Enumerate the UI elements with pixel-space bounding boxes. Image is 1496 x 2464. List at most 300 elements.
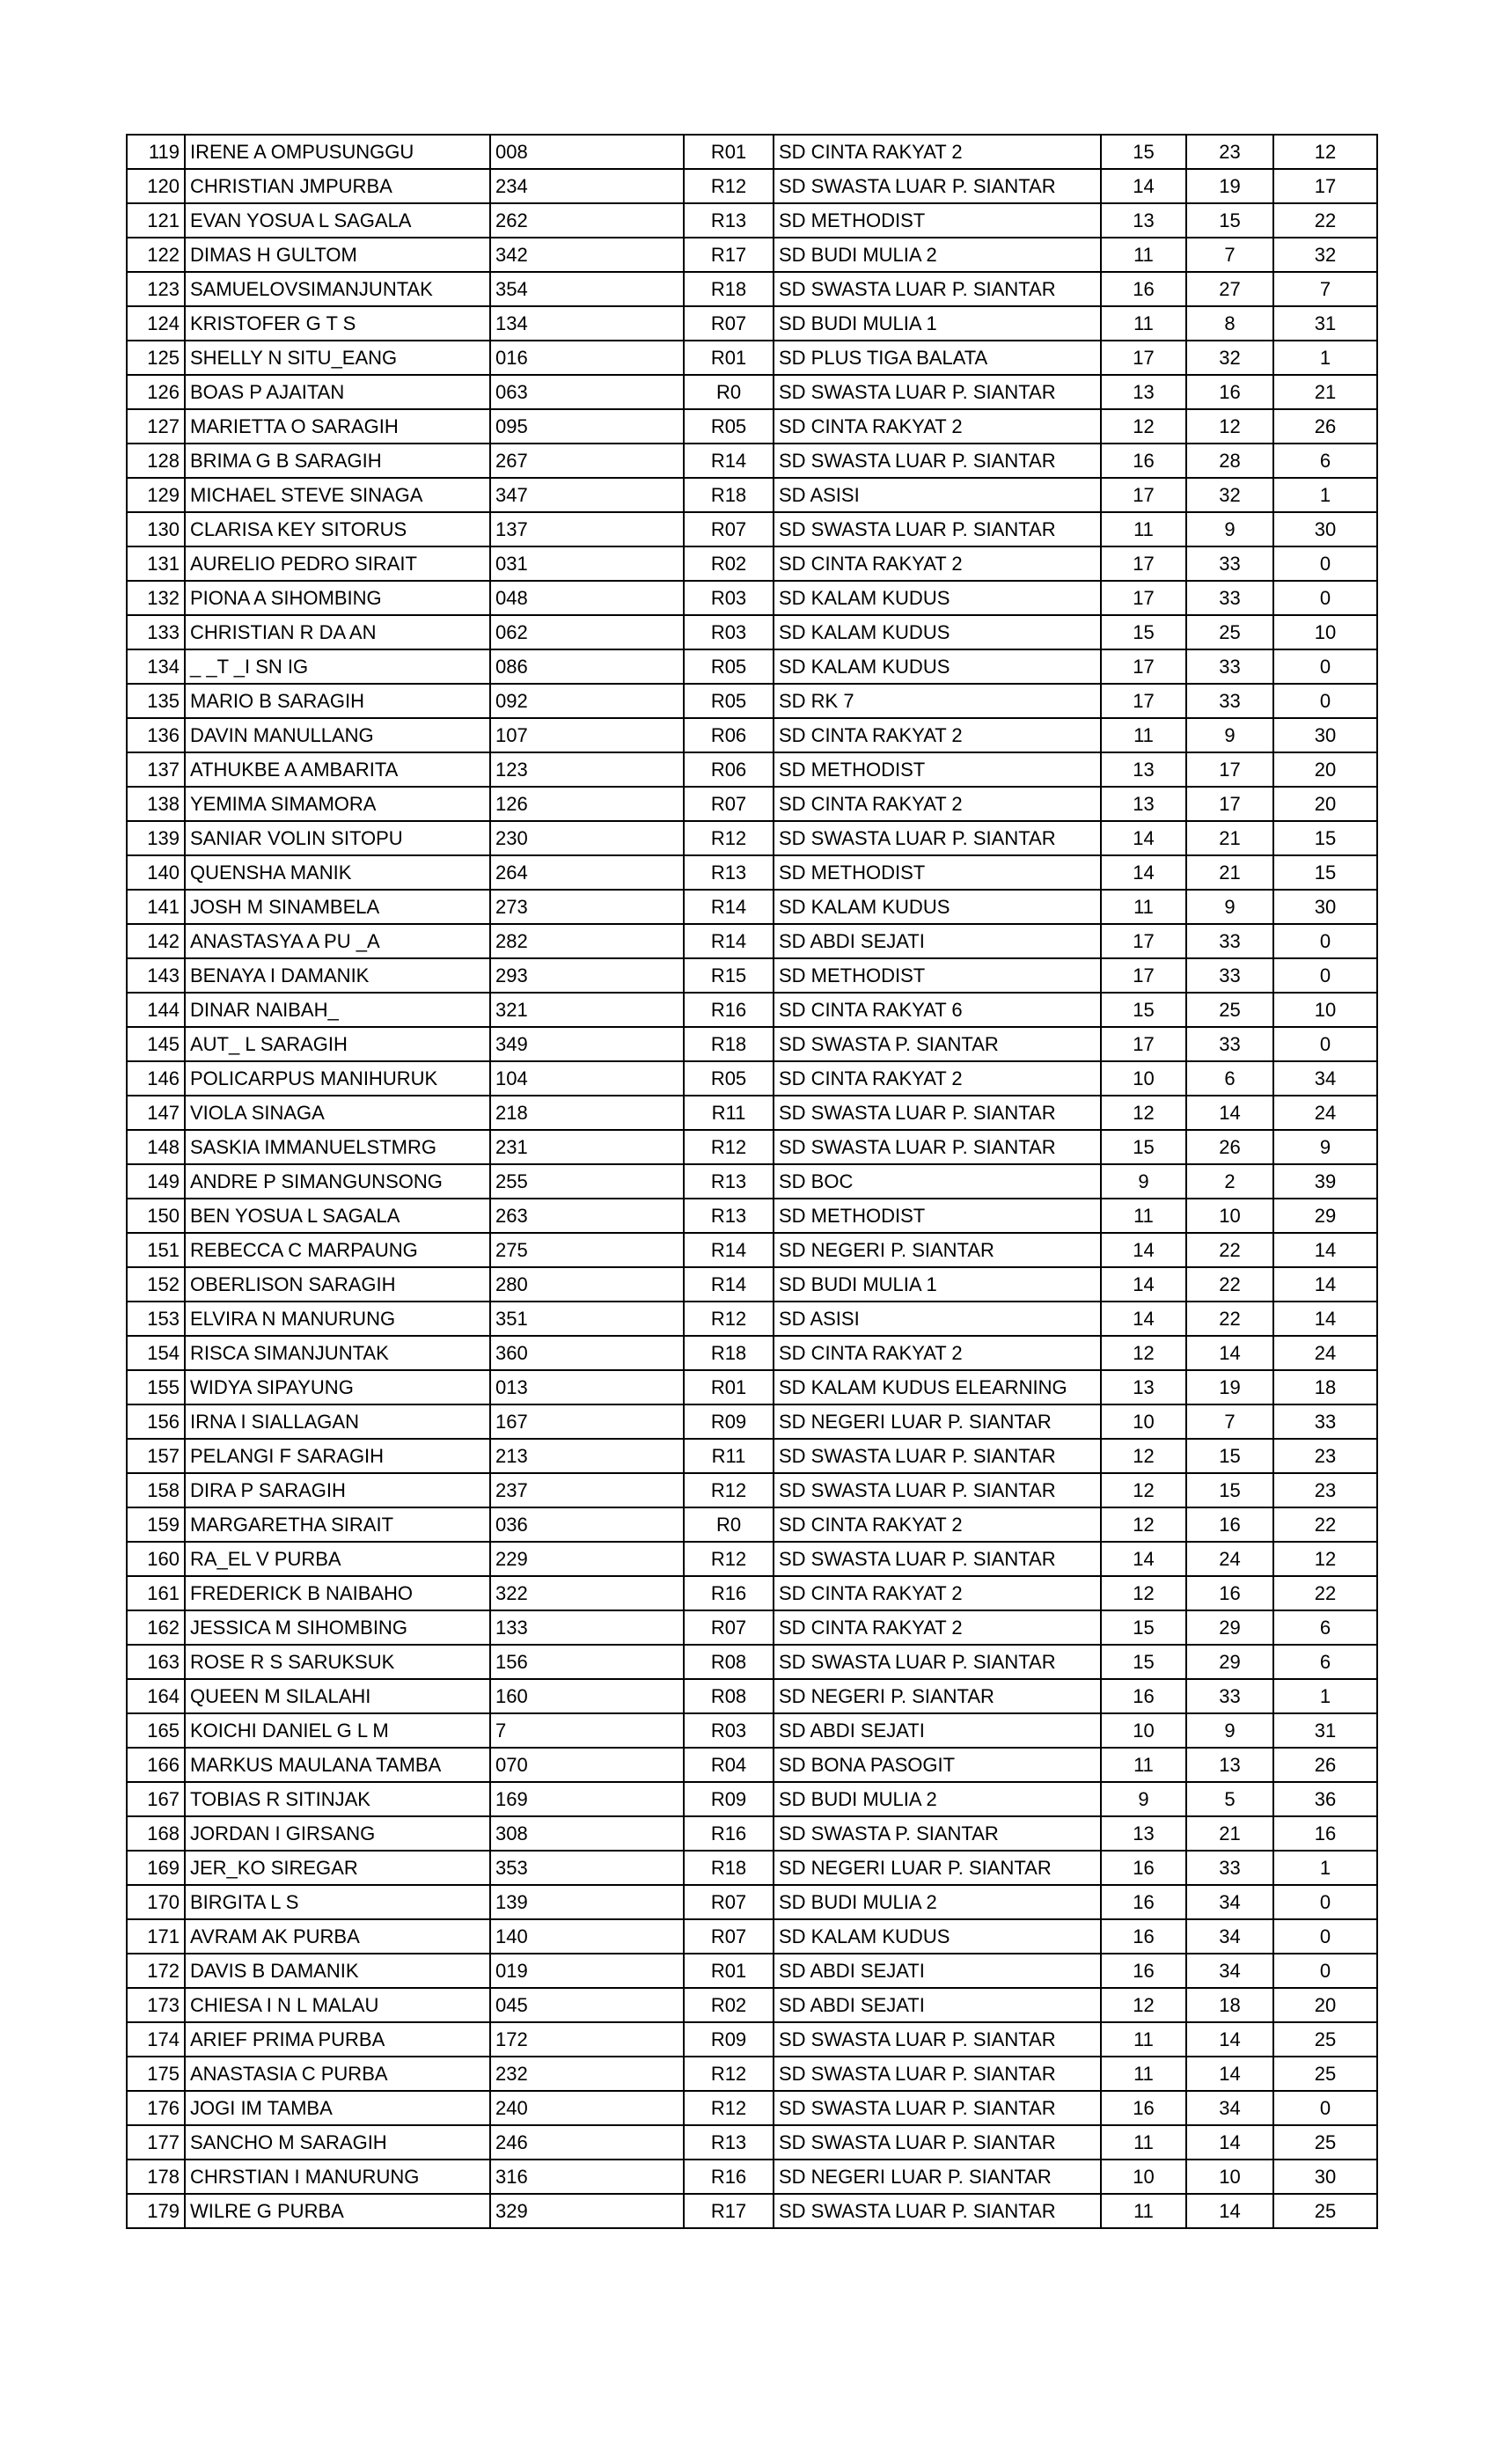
row-number-cell: 170 (127, 1885, 185, 1919)
score-3-cell: 0 (1273, 1954, 1377, 1988)
student-name-cell: MICHAEL STEVE SINAGA (185, 478, 490, 512)
score-3-cell: 14 (1273, 1302, 1377, 1336)
score-2-cell: 22 (1186, 1233, 1273, 1267)
row-number-cell: 119 (127, 135, 185, 169)
score-1-cell: 12 (1101, 1988, 1186, 2022)
student-name-cell: REBECCA C MARPAUNG (185, 1233, 490, 1267)
row-number-cell: 120 (127, 169, 185, 203)
score-1-cell: 15 (1101, 135, 1186, 169)
student-name-cell: SHELLY N SITU_EANG (185, 341, 490, 375)
score-1-cell: 14 (1101, 169, 1186, 203)
row-number-cell: 132 (127, 581, 185, 615)
school-cell: SD SWASTA LUAR P. SIANTAR (774, 1130, 1101, 1164)
score-1-cell: 13 (1101, 787, 1186, 821)
score-2-cell: 26 (1186, 1130, 1273, 1164)
table-row (127, 1199, 1377, 1233)
student-name-cell: POLICARPUS MANIHURUK (185, 1061, 490, 1096)
room-cell: R13 (684, 1199, 774, 1233)
school-cell: SD SWASTA LUAR P. SIANTAR (774, 2022, 1101, 2057)
score-3-cell: 25 (1273, 2194, 1377, 2228)
score-1-cell: 13 (1101, 203, 1186, 238)
school-cell: SD METHODIST (774, 203, 1101, 238)
score-1-cell: 17 (1101, 341, 1186, 375)
school-cell: SD RK 7 (774, 684, 1101, 718)
score-3-cell: 0 (1273, 546, 1377, 581)
score-2-cell: 22 (1186, 1267, 1273, 1302)
school-cell: SD NEGERI LUAR P. SIANTAR (774, 2160, 1101, 2194)
score-1-cell: 17 (1101, 1027, 1186, 1061)
room-cell: R18 (684, 1851, 774, 1885)
school-cell: SD KALAM KUDUS (774, 615, 1101, 649)
student-name-cell: ARIEF PRIMA PURBA (185, 2022, 490, 2057)
room-cell: R12 (684, 1302, 774, 1336)
row-number-cell: 138 (127, 787, 185, 821)
row-number-cell: 143 (127, 958, 185, 993)
code-cell: 218 (490, 1096, 684, 1130)
school-cell: SD CINTA RAKYAT 6 (774, 993, 1101, 1027)
score-1-cell: 16 (1101, 1885, 1186, 1919)
code-cell: 013 (490, 1370, 684, 1404)
score-1-cell: 17 (1101, 958, 1186, 993)
school-cell: SD SWASTA LUAR P. SIANTAR (774, 1096, 1101, 1130)
score-2-cell: 21 (1186, 821, 1273, 855)
school-cell: SD KALAM KUDUS (774, 1919, 1101, 1954)
table-row (127, 684, 1377, 718)
code-cell: 232 (490, 2057, 684, 2091)
table-row (127, 1233, 1377, 1267)
school-cell: SD SWASTA LUAR P. SIANTAR (774, 169, 1101, 203)
table-row (127, 1267, 1377, 1302)
score-2-cell: 33 (1186, 1679, 1273, 1713)
score-2-cell: 17 (1186, 752, 1273, 787)
score-3-cell: 6 (1273, 1610, 1377, 1645)
score-3-cell: 39 (1273, 1164, 1377, 1199)
score-2-cell: 17 (1186, 787, 1273, 821)
school-cell: SD CINTA RAKYAT 2 (774, 1610, 1101, 1645)
row-number-cell: 141 (127, 890, 185, 924)
school-cell: SD SWASTA LUAR P. SIANTAR (774, 1542, 1101, 1576)
student-name-cell: ANASTASIA C PURBA (185, 2057, 490, 2091)
row-number-cell: 134 (127, 649, 185, 684)
school-cell: SD SWASTA LUAR P. SIANTAR (774, 2091, 1101, 2125)
score-2-cell: 33 (1186, 924, 1273, 958)
score-2-cell: 14 (1186, 1096, 1273, 1130)
score-3-cell: 1 (1273, 1679, 1377, 1713)
score-2-cell: 12 (1186, 409, 1273, 444)
table-row (127, 2057, 1377, 2091)
row-number-cell: 164 (127, 1679, 185, 1713)
score-1-cell: 11 (1101, 718, 1186, 752)
score-2-cell: 15 (1186, 1473, 1273, 1507)
code-cell: 255 (490, 1164, 684, 1199)
school-cell: SD KALAM KUDUS (774, 581, 1101, 615)
score-2-cell: 15 (1186, 203, 1273, 238)
score-2-cell: 2 (1186, 1164, 1273, 1199)
row-number-cell: 171 (127, 1919, 185, 1954)
school-cell: SD NEGERI P. SIANTAR (774, 1679, 1101, 1713)
code-cell: 229 (490, 1542, 684, 1576)
room-cell: R12 (684, 1130, 774, 1164)
row-number-cell: 125 (127, 341, 185, 375)
table-row (127, 718, 1377, 752)
code-cell: 134 (490, 306, 684, 341)
row-number-cell: 162 (127, 1610, 185, 1645)
room-cell: R05 (684, 649, 774, 684)
score-3-cell: 0 (1273, 581, 1377, 615)
score-1-cell: 14 (1101, 855, 1186, 890)
table-row (127, 1713, 1377, 1748)
score-3-cell: 30 (1273, 718, 1377, 752)
score-1-cell: 11 (1101, 890, 1186, 924)
score-3-cell: 14 (1273, 1233, 1377, 1267)
student-name-cell: JORDAN I GIRSANG (185, 1816, 490, 1851)
score-3-cell: 34 (1273, 1061, 1377, 1096)
row-number-cell: 139 (127, 821, 185, 855)
score-3-cell: 10 (1273, 993, 1377, 1027)
room-cell: R11 (684, 1096, 774, 1130)
student-name-cell: WIDYA SIPAYUNG (185, 1370, 490, 1404)
school-cell: SD KALAM KUDUS (774, 890, 1101, 924)
table-row (127, 1885, 1377, 1919)
score-1-cell: 15 (1101, 1130, 1186, 1164)
code-cell: 349 (490, 1027, 684, 1061)
score-2-cell: 25 (1186, 615, 1273, 649)
code-cell: 086 (490, 649, 684, 684)
table-row (127, 1576, 1377, 1610)
score-3-cell: 16 (1273, 1816, 1377, 1851)
school-cell: SD ABDI SEJATI (774, 1954, 1101, 1988)
row-number-cell: 133 (127, 615, 185, 649)
row-number-cell: 165 (127, 1713, 185, 1748)
row-number-cell: 137 (127, 752, 185, 787)
score-1-cell: 12 (1101, 1439, 1186, 1473)
student-name-cell: BEN YOSUA L SAGALA (185, 1199, 490, 1233)
student-name-cell: JER_KO SIREGAR (185, 1851, 490, 1885)
table-row (127, 478, 1377, 512)
room-cell: R07 (684, 1610, 774, 1645)
table-row (127, 1130, 1377, 1164)
table-row (127, 2125, 1377, 2160)
table-row (127, 649, 1377, 684)
table-row (127, 306, 1377, 341)
student-name-cell: CLARISA KEY SITORUS (185, 512, 490, 546)
score-1-cell: 12 (1101, 409, 1186, 444)
school-cell: SD CINTA RAKYAT 2 (774, 1576, 1101, 1610)
score-3-cell: 0 (1273, 1027, 1377, 1061)
student-name-cell: CHIESA I N L MALAU (185, 1988, 490, 2022)
score-2-cell: 32 (1186, 341, 1273, 375)
score-3-cell: 30 (1273, 512, 1377, 546)
code-cell: 140 (490, 1919, 684, 1954)
room-cell: R03 (684, 581, 774, 615)
table-row (127, 1061, 1377, 1096)
score-3-cell: 31 (1273, 1713, 1377, 1748)
student-name-cell: ANASTASYA A PU _A (185, 924, 490, 958)
student-name-cell: KOICHI DANIEL G L M (185, 1713, 490, 1748)
student-name-cell: JESSICA M SIHOMBING (185, 1610, 490, 1645)
table-row (127, 1507, 1377, 1542)
student-name-cell: JOGI IM TAMBA (185, 2091, 490, 2125)
score-2-cell: 33 (1186, 958, 1273, 993)
code-cell: 342 (490, 238, 684, 272)
row-number-cell: 175 (127, 2057, 185, 2091)
score-3-cell: 6 (1273, 444, 1377, 478)
school-cell: SD CINTA RAKYAT 2 (774, 718, 1101, 752)
code-cell: 160 (490, 1679, 684, 1713)
room-cell: R13 (684, 1164, 774, 1199)
table-row (127, 238, 1377, 272)
room-cell: R06 (684, 752, 774, 787)
score-1-cell: 16 (1101, 1919, 1186, 1954)
score-2-cell: 23 (1186, 135, 1273, 169)
room-cell: R0 (684, 1507, 774, 1542)
student-name-cell: AUT_ L SARAGIH (185, 1027, 490, 1061)
row-number-cell: 163 (127, 1645, 185, 1679)
row-number-cell: 144 (127, 993, 185, 1027)
row-number-cell: 135 (127, 684, 185, 718)
score-1-cell: 13 (1101, 752, 1186, 787)
code-cell: 322 (490, 1576, 684, 1610)
table-row (127, 2022, 1377, 2057)
code-cell: 280 (490, 1267, 684, 1302)
table-row (127, 2160, 1377, 2194)
code-cell: 321 (490, 993, 684, 1027)
room-cell: R13 (684, 2125, 774, 2160)
row-number-cell: 158 (127, 1473, 185, 1507)
room-cell: R16 (684, 2160, 774, 2194)
table-row (127, 1851, 1377, 1885)
table-row (127, 1404, 1377, 1439)
room-cell: R13 (684, 203, 774, 238)
score-2-cell: 6 (1186, 1061, 1273, 1096)
score-3-cell: 33 (1273, 1404, 1377, 1439)
code-cell: 282 (490, 924, 684, 958)
code-cell: 246 (490, 2125, 684, 2160)
score-1-cell: 11 (1101, 512, 1186, 546)
code-cell: 263 (490, 1199, 684, 1233)
school-cell: SD NEGERI LUAR P. SIANTAR (774, 1404, 1101, 1439)
row-number-cell: 156 (127, 1404, 185, 1439)
score-3-cell: 30 (1273, 2160, 1377, 2194)
code-cell: 063 (490, 375, 684, 409)
code-cell: 267 (490, 444, 684, 478)
school-cell: SD SWASTA LUAR P. SIANTAR (774, 272, 1101, 306)
code-cell: 019 (490, 1954, 684, 1988)
room-cell: R01 (684, 1954, 774, 1988)
row-number-cell: 177 (127, 2125, 185, 2160)
score-3-cell: 23 (1273, 1473, 1377, 1507)
row-number-cell: 152 (127, 1267, 185, 1302)
score-3-cell: 32 (1273, 238, 1377, 272)
school-cell: SD SWASTA LUAR P. SIANTAR (774, 1645, 1101, 1679)
student-name-cell: SAMUELOVSIMANJUNTAK (185, 272, 490, 306)
row-number-cell: 154 (127, 1336, 185, 1370)
score-3-cell: 30 (1273, 890, 1377, 924)
table-row (127, 512, 1377, 546)
score-3-cell: 20 (1273, 752, 1377, 787)
room-cell: R08 (684, 1679, 774, 1713)
room-cell: R14 (684, 1233, 774, 1267)
room-cell: R12 (684, 1473, 774, 1507)
score-2-cell: 21 (1186, 855, 1273, 890)
row-number-cell: 123 (127, 272, 185, 306)
row-number-cell: 172 (127, 1954, 185, 1988)
table-row (127, 169, 1377, 203)
row-number-cell: 173 (127, 1988, 185, 2022)
code-cell: 092 (490, 684, 684, 718)
school-cell: SD PLUS TIGA BALATA (774, 341, 1101, 375)
score-2-cell: 14 (1186, 2057, 1273, 2091)
row-number-cell: 121 (127, 203, 185, 238)
row-number-cell: 176 (127, 2091, 185, 2125)
code-cell: 062 (490, 615, 684, 649)
table-row (127, 615, 1377, 649)
student-name-cell: FREDERICK B NAIBAHO (185, 1576, 490, 1610)
code-cell: 293 (490, 958, 684, 993)
room-cell: R06 (684, 718, 774, 752)
score-2-cell: 10 (1186, 1199, 1273, 1233)
school-cell: SD METHODIST (774, 752, 1101, 787)
code-cell: 360 (490, 1336, 684, 1370)
school-cell: SD ABDI SEJATI (774, 1713, 1101, 1748)
score-1-cell: 16 (1101, 272, 1186, 306)
score-3-cell: 12 (1273, 135, 1377, 169)
score-2-cell: 34 (1186, 2091, 1273, 2125)
room-cell: R18 (684, 272, 774, 306)
room-cell: R16 (684, 1576, 774, 1610)
school-cell: SD ASISI (774, 478, 1101, 512)
score-3-cell: 20 (1273, 1988, 1377, 2022)
student-name-cell: AURELIO PEDRO SIRAIT (185, 546, 490, 581)
table-row (127, 546, 1377, 581)
code-cell: 273 (490, 890, 684, 924)
school-cell: SD SWASTA LUAR P. SIANTAR (774, 821, 1101, 855)
student-name-cell: CHRSTIAN I MANURUNG (185, 2160, 490, 2194)
score-2-cell: 14 (1186, 2125, 1273, 2160)
code-cell: 156 (490, 1645, 684, 1679)
table-row (127, 787, 1377, 821)
score-2-cell: 14 (1186, 2022, 1273, 2057)
school-cell: SD BUDI MULIA 2 (774, 238, 1101, 272)
school-cell: SD SWASTA LUAR P. SIANTAR (774, 2057, 1101, 2091)
score-1-cell: 12 (1101, 1096, 1186, 1130)
score-3-cell: 22 (1273, 1507, 1377, 1542)
score-2-cell: 29 (1186, 1610, 1273, 1645)
row-number-cell: 151 (127, 1233, 185, 1267)
score-3-cell: 15 (1273, 821, 1377, 855)
school-cell: SD SWASTA P. SIANTAR (774, 1027, 1101, 1061)
room-cell: R05 (684, 1061, 774, 1096)
table-row (127, 821, 1377, 855)
score-1-cell: 16 (1101, 2091, 1186, 2125)
row-number-cell: 150 (127, 1199, 185, 1233)
school-cell: SD SWASTA LUAR P. SIANTAR (774, 2194, 1101, 2228)
score-2-cell: 7 (1186, 238, 1273, 272)
row-number-cell: 169 (127, 1851, 185, 1885)
table-row (127, 855, 1377, 890)
score-3-cell: 36 (1273, 1782, 1377, 1816)
score-1-cell: 12 (1101, 1473, 1186, 1507)
student-name-cell: DINAR NAIBAH_ (185, 993, 490, 1027)
score-1-cell: 9 (1101, 1782, 1186, 1816)
score-2-cell: 18 (1186, 1988, 1273, 2022)
table-row (127, 1645, 1377, 1679)
code-cell: 351 (490, 1302, 684, 1336)
code-cell: 104 (490, 1061, 684, 1096)
row-number-cell: 155 (127, 1370, 185, 1404)
score-2-cell: 8 (1186, 306, 1273, 341)
row-number-cell: 159 (127, 1507, 185, 1542)
room-cell: R11 (684, 1439, 774, 1473)
score-2-cell: 34 (1186, 1885, 1273, 1919)
student-name-cell: EVAN YOSUA L SAGALA (185, 203, 490, 238)
room-cell: R07 (684, 1919, 774, 1954)
table-row (127, 409, 1377, 444)
score-2-cell: 14 (1186, 1336, 1273, 1370)
table-row (127, 1096, 1377, 1130)
school-cell: SD METHODIST (774, 855, 1101, 890)
school-cell: SD BUDI MULIA 2 (774, 1782, 1101, 1816)
row-number-cell: 129 (127, 478, 185, 512)
score-2-cell: 13 (1186, 1748, 1273, 1782)
score-2-cell: 33 (1186, 1851, 1273, 1885)
student-name-cell: ROSE R S SARUKSUK (185, 1645, 490, 1679)
code-cell: 139 (490, 1885, 684, 1919)
school-cell: SD BUDI MULIA 1 (774, 1267, 1101, 1302)
table-row (127, 272, 1377, 306)
school-cell: SD SWASTA LUAR P. SIANTAR (774, 1439, 1101, 1473)
score-2-cell: 5 (1186, 1782, 1273, 1816)
student-name-cell: BENAYA I DAMANIK (185, 958, 490, 993)
code-cell: 048 (490, 581, 684, 615)
room-cell: R13 (684, 855, 774, 890)
score-2-cell: 9 (1186, 1713, 1273, 1748)
score-1-cell: 13 (1101, 375, 1186, 409)
code-cell: 316 (490, 2160, 684, 2194)
room-cell: R14 (684, 444, 774, 478)
school-cell: SD SWASTA LUAR P. SIANTAR (774, 2125, 1101, 2160)
student-name-cell: _ _T _I SN IG (185, 649, 490, 684)
score-2-cell: 9 (1186, 512, 1273, 546)
room-cell: R12 (684, 821, 774, 855)
table-row (127, 444, 1377, 478)
score-3-cell: 9 (1273, 1130, 1377, 1164)
score-3-cell: 23 (1273, 1439, 1377, 1473)
score-3-cell: 0 (1273, 924, 1377, 958)
student-name-cell: KRISTOFER G T S (185, 306, 490, 341)
code-cell: 353 (490, 1851, 684, 1885)
room-cell: R18 (684, 478, 774, 512)
student-name-cell: VIOLA SINAGA (185, 1096, 490, 1130)
school-cell: SD BONA PASOGIT (774, 1748, 1101, 1782)
table-row (127, 1302, 1377, 1336)
student-name-cell: QUEEN M SILALAHI (185, 1679, 490, 1713)
school-cell: SD KALAM KUDUS (774, 649, 1101, 684)
score-1-cell: 15 (1101, 1645, 1186, 1679)
room-cell: R03 (684, 1713, 774, 1748)
score-2-cell: 34 (1186, 1919, 1273, 1954)
school-cell: SD BUDI MULIA 2 (774, 1885, 1101, 1919)
score-1-cell: 14 (1101, 821, 1186, 855)
room-cell: R08 (684, 1645, 774, 1679)
row-number-cell: 145 (127, 1027, 185, 1061)
score-2-cell: 25 (1186, 993, 1273, 1027)
table-row (127, 1988, 1377, 2022)
school-cell: SD KALAM KUDUS ELEARNING (774, 1370, 1101, 1404)
score-1-cell: 11 (1101, 2057, 1186, 2091)
score-1-cell: 10 (1101, 2160, 1186, 2194)
score-3-cell: 10 (1273, 615, 1377, 649)
